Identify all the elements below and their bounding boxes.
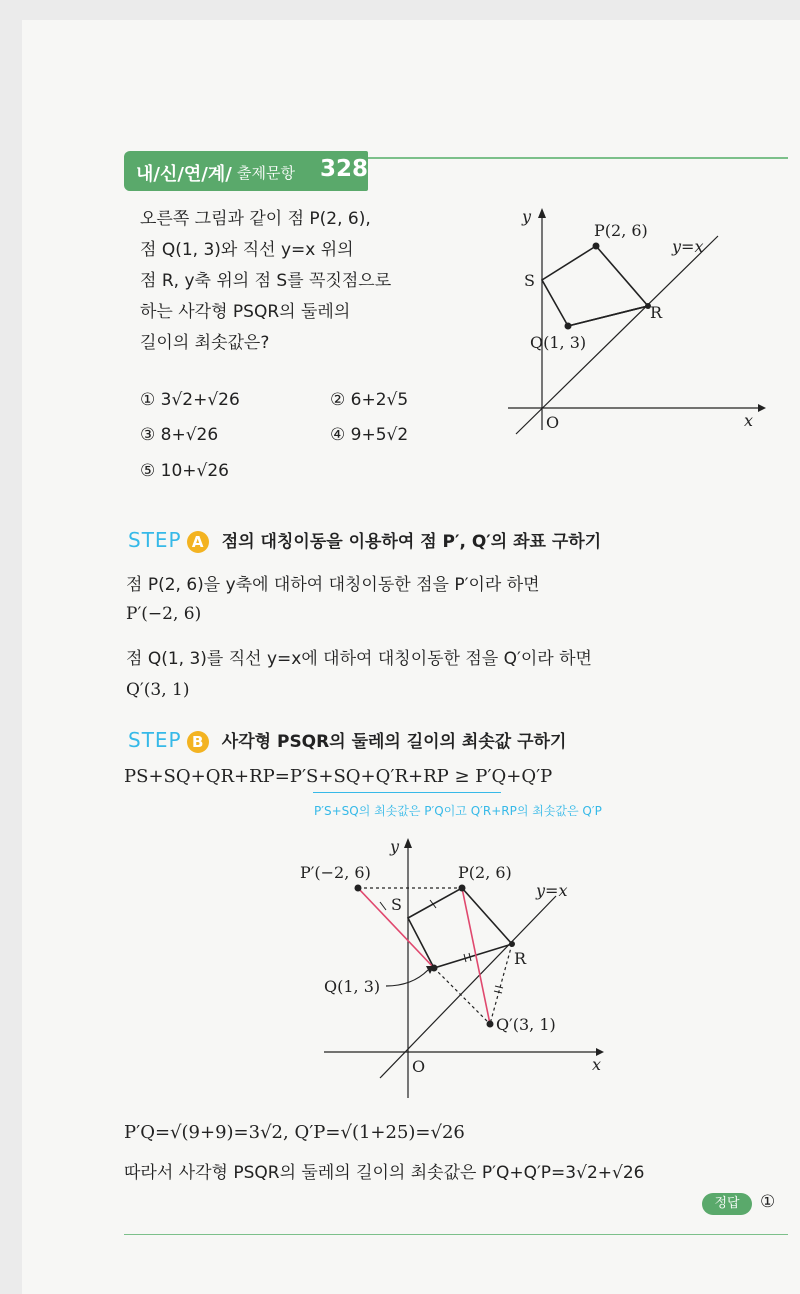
- point-p-label: P(2, 6): [458, 863, 512, 882]
- point-pp: [355, 885, 362, 892]
- problem-header: [124, 151, 368, 191]
- answer-badge: 정답: [702, 1193, 752, 1215]
- x-axis-label: x: [744, 411, 754, 430]
- step-a-line: Q′(3, 1): [126, 680, 190, 700]
- origin-label: O: [412, 1057, 426, 1076]
- y-axis-label: y: [390, 837, 400, 856]
- x-axis-label: x: [592, 1055, 602, 1074]
- point-p-label: P(2, 6): [594, 221, 648, 240]
- step-b-heading: [128, 727, 566, 753]
- step-a-line: P′(−2, 6): [126, 604, 202, 624]
- line-label: y=x: [672, 237, 704, 256]
- answer-value: ①: [760, 1192, 776, 1212]
- step-b-title: 사각형 PSQR의 둘레의 길이의 최솟값 구하기: [221, 732, 567, 752]
- problem-line: 점 R, y축 위의 점 S를 꼭짓점으로: [140, 271, 392, 291]
- segment-qpp: [462, 888, 490, 1024]
- problem-line: 길이의 최솟값은?: [140, 333, 270, 353]
- point-q: [431, 965, 438, 972]
- step-a-badge: A: [187, 531, 209, 553]
- problem-line: 오른쪽 그림과 같이 점 P(2, 6),: [140, 209, 371, 229]
- y-arrow-icon: [538, 208, 546, 218]
- point-s-label: S: [391, 895, 402, 914]
- step-a-title: 점의 대칭이동을 이용하여 점 P′, Q′의 좌표 구하기: [221, 532, 602, 552]
- problem-line: 하는 사각형 PSQR의 둘레의: [140, 302, 351, 322]
- choice-4[interactable]: ④ 9+5√2: [330, 425, 409, 445]
- inequality: PS+SQ+QR+RP=P′S+SQ+Q′R+RP ≥ P′Q+Q′P: [124, 766, 553, 787]
- figure-1: [500, 200, 770, 440]
- origin-label: O: [546, 413, 560, 432]
- step-b-note: P′S+SQ의 최솟값은 P′Q이고 Q′R+RP의 최솟값은 Q′P: [314, 804, 602, 818]
- point-r-label: R: [650, 303, 663, 322]
- line-y-eq-x: [380, 896, 556, 1078]
- x-arrow-icon: [758, 404, 766, 412]
- point-q-label: Q(1, 3): [530, 333, 587, 352]
- choice-3[interactable]: ③ 8+√26: [140, 425, 219, 445]
- y-axis-label: y: [522, 207, 532, 226]
- choice-1[interactable]: ① 3√2+√26: [140, 390, 240, 410]
- problem-text: [140, 204, 391, 359]
- figure-2: [300, 830, 620, 1100]
- bottom-rule: [124, 1234, 788, 1235]
- conclusion-text: 따라서 사각형 PSQR의 둘레의 길이의 최솟값은 P′Q+Q′P=3√2+√26: [124, 1163, 645, 1183]
- point-r: [509, 941, 515, 947]
- dashed-q-qp: [434, 968, 490, 1024]
- step-a-line: 점 Q(1, 3)를 직선 y=x에 대하여 대칭이동한 점을 Q′이라 하면: [126, 649, 592, 669]
- point-p: [459, 885, 466, 892]
- header-label: 출제문항: [237, 164, 295, 182]
- step-label: STEP: [128, 728, 182, 752]
- point-q: [565, 323, 572, 330]
- choice-5[interactable]: ⑤ 10+√26: [140, 461, 229, 481]
- line-label: y=x: [536, 881, 568, 900]
- point-q-label: Q(1, 3): [324, 977, 381, 996]
- point-pp-label: P′(−2, 6): [300, 863, 371, 882]
- problem-line: 점 Q(1, 3)와 직선 y=x 위의: [140, 240, 354, 260]
- point-p: [593, 243, 600, 250]
- point-r-label: R: [514, 949, 527, 968]
- quadrilateral-psqr: [542, 246, 648, 326]
- header-rule: [368, 157, 788, 159]
- dashed-r-qp: [490, 944, 512, 1024]
- choice-2[interactable]: ② 6+2√5: [330, 390, 409, 410]
- distance-calculation: P′Q=√(9+9)=3√2, Q′P=√(1+25)=√26: [124, 1122, 465, 1143]
- step-label: STEP: [128, 528, 182, 552]
- step-a-line: 점 P(2, 6)을 y축에 대하여 대칭이동한 점을 P′이라 하면: [126, 575, 540, 595]
- point-s-label: S: [524, 271, 535, 290]
- header-tag: 내/신/연/계/: [136, 164, 232, 185]
- point-qp: [487, 1021, 494, 1028]
- problem-number: 328: [320, 156, 369, 182]
- step-b-badge: B: [187, 731, 209, 753]
- y-arrow-icon: [404, 838, 412, 848]
- note-underline: [313, 792, 501, 793]
- q-pointer-arrow: [386, 970, 428, 986]
- step-a-heading: [128, 527, 601, 553]
- point-qp-label: Q′(3, 1): [496, 1015, 556, 1034]
